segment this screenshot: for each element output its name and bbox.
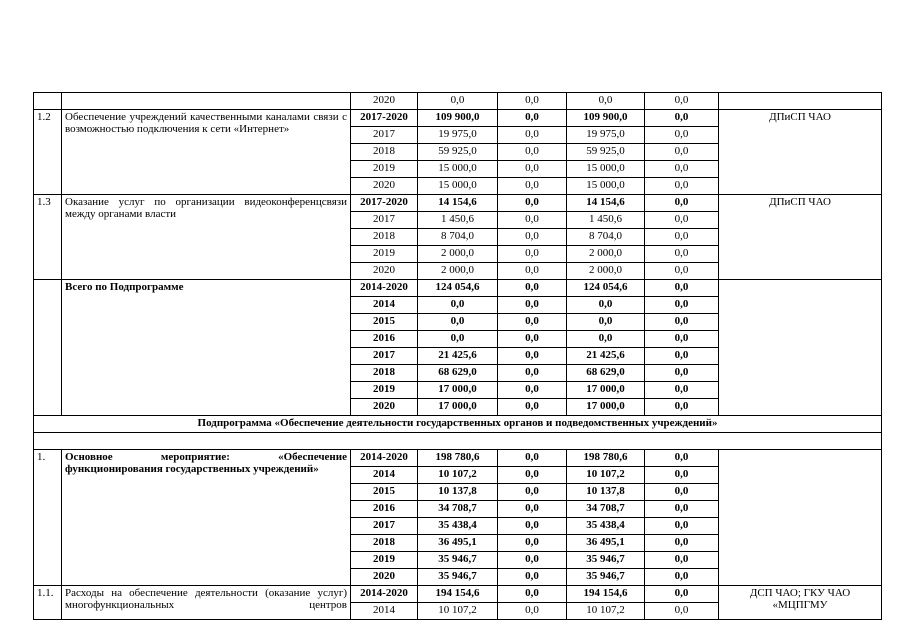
value-cell: 34 708,7: [567, 501, 645, 518]
value-cell: 0,0: [498, 484, 567, 501]
value-cell: 21 425,6: [418, 348, 498, 365]
value-cell: 36 495,1: [567, 535, 645, 552]
year-cell: 2015: [351, 314, 418, 331]
table-row: [34, 110, 882, 127]
value-cell: 0,0: [498, 297, 567, 314]
value-cell: 124 054,6: [418, 280, 498, 297]
value-cell: 34 708,7: [418, 501, 498, 518]
value-cell: 198 780,6: [418, 450, 498, 467]
value-cell: 0,0: [645, 246, 719, 263]
value-cell: 21 425,6: [567, 348, 645, 365]
item-number: [34, 280, 62, 416]
table-row: [34, 416, 882, 433]
value-cell: 35 438,4: [567, 518, 645, 535]
value-cell: 0,0: [645, 569, 719, 586]
table-body: [34, 93, 882, 620]
value-cell: 0,0: [567, 331, 645, 348]
year-cell: 2019: [351, 246, 418, 263]
year-cell: 2020: [351, 263, 418, 280]
value-cell: 0,0: [498, 178, 567, 195]
year-cell: 2020: [351, 569, 418, 586]
value-cell: 0,0: [498, 569, 567, 586]
value-cell: 0,0: [498, 127, 567, 144]
value-cell: 59 925,0: [418, 144, 498, 161]
value-cell: 10 137,8: [567, 484, 645, 501]
year-cell: 2016: [351, 501, 418, 518]
value-cell: 14 154,6: [418, 195, 498, 212]
value-cell: 10 107,2: [418, 603, 498, 620]
value-cell: 0,0: [498, 552, 567, 569]
value-cell: 0,0: [498, 263, 567, 280]
value-cell: 0,0: [498, 382, 567, 399]
value-cell: 10 107,2: [567, 603, 645, 620]
value-cell: 0,0: [498, 93, 567, 110]
item-description: Основное мероприятие: «Обеспечение функционирования государственных учреждений»: [62, 450, 351, 586]
value-cell: 0,0: [498, 314, 567, 331]
value-cell: 35 438,4: [418, 518, 498, 535]
spacer-row: [34, 433, 882, 450]
value-cell: 0,0: [645, 161, 719, 178]
value-cell: 0,0: [645, 280, 719, 297]
year-cell: 2014-2020: [351, 280, 418, 297]
year-cell: 2020: [351, 93, 418, 110]
value-cell: 0,0: [498, 161, 567, 178]
value-cell: 124 054,6: [567, 280, 645, 297]
value-cell: 0,0: [567, 297, 645, 314]
value-cell: 36 495,1: [418, 535, 498, 552]
value-cell: 1 450,6: [567, 212, 645, 229]
value-cell: 0,0: [645, 348, 719, 365]
item-description: Расходы на обеспечение деятельности (оказание услуг) многофункциональных центров: [62, 586, 351, 620]
value-cell: 0,0: [645, 450, 719, 467]
value-cell: 15 000,0: [567, 178, 645, 195]
table-row: [34, 586, 882, 603]
responsible-cell: [719, 280, 882, 416]
value-cell: 0,0: [567, 314, 645, 331]
value-cell: 0,0: [418, 314, 498, 331]
value-cell: 2 000,0: [418, 246, 498, 263]
value-cell: 0,0: [418, 93, 498, 110]
item-number: 1.: [34, 450, 62, 586]
value-cell: 0,0: [645, 586, 719, 603]
num-cell: [34, 93, 62, 110]
value-cell: 0,0: [645, 212, 719, 229]
year-cell: 2014-2020: [351, 586, 418, 603]
subprogram-title: Подпрограмма «Обеспечение деятельности государственных органов и подведомственных учреждений»: [34, 416, 882, 433]
value-cell: 15 000,0: [567, 161, 645, 178]
year-cell: 2020: [351, 399, 418, 416]
value-cell: 109 900,0: [418, 110, 498, 127]
value-cell: 19 975,0: [567, 127, 645, 144]
desc-cell: [62, 93, 351, 110]
value-cell: 0,0: [498, 603, 567, 620]
value-cell: 0,0: [498, 467, 567, 484]
value-cell: 0,0: [645, 382, 719, 399]
value-cell: 0,0: [498, 246, 567, 263]
value-cell: 14 154,6: [567, 195, 645, 212]
year-cell: 2017-2020: [351, 110, 418, 127]
value-cell: 0,0: [645, 297, 719, 314]
value-cell: 0,0: [645, 552, 719, 569]
year-cell: 2014: [351, 297, 418, 314]
responsible-cell: ДСП ЧАО; ГКУ ЧАО «МЦПГМУ: [719, 586, 882, 620]
value-cell: 15 000,0: [418, 161, 498, 178]
budget-table: [33, 92, 882, 620]
value-cell: 0,0: [498, 110, 567, 127]
value-cell: 0,0: [645, 399, 719, 416]
resp-cell: [719, 93, 882, 110]
value-cell: 15 000,0: [418, 178, 498, 195]
value-cell: 0,0: [498, 348, 567, 365]
value-cell: 0,0: [645, 195, 719, 212]
value-cell: 0,0: [645, 331, 719, 348]
year-cell: 2018: [351, 535, 418, 552]
value-cell: 0,0: [498, 212, 567, 229]
value-cell: 0,0: [498, 535, 567, 552]
value-cell: 68 629,0: [418, 365, 498, 382]
value-cell: 17 000,0: [567, 399, 645, 416]
value-cell: 0,0: [567, 93, 645, 110]
table-row: [34, 280, 882, 297]
value-cell: 0,0: [498, 586, 567, 603]
year-cell: 2014: [351, 603, 418, 620]
value-cell: 0,0: [645, 178, 719, 195]
value-cell: 0,0: [645, 127, 719, 144]
value-cell: 109 900,0: [567, 110, 645, 127]
value-cell: 0,0: [498, 399, 567, 416]
value-cell: 0,0: [418, 297, 498, 314]
value-cell: 0,0: [498, 229, 567, 246]
year-cell: 2018: [351, 365, 418, 382]
year-cell: 2018: [351, 229, 418, 246]
value-cell: 0,0: [498, 331, 567, 348]
value-cell: 0,0: [645, 467, 719, 484]
item-number: 1.2: [34, 110, 62, 195]
value-cell: 0,0: [645, 263, 719, 280]
value-cell: 10 107,2: [418, 467, 498, 484]
value-cell: 0,0: [498, 195, 567, 212]
value-cell: 2 000,0: [567, 246, 645, 263]
item-description: Всего по Подпрограмме: [62, 280, 351, 416]
responsible-cell: [719, 450, 882, 586]
value-cell: 0,0: [645, 314, 719, 331]
value-cell: 35 946,7: [418, 569, 498, 586]
table-row: [34, 93, 882, 110]
year-cell: 2017: [351, 127, 418, 144]
value-cell: 0,0: [645, 144, 719, 161]
value-cell: 35 946,7: [418, 552, 498, 569]
responsible-cell: ДПиСП ЧАО: [719, 195, 882, 280]
value-cell: 0,0: [498, 450, 567, 467]
value-cell: 194 154,6: [418, 586, 498, 603]
value-cell: 0,0: [498, 518, 567, 535]
value-cell: 59 925,0: [567, 144, 645, 161]
value-cell: 2 000,0: [418, 263, 498, 280]
value-cell: 0,0: [645, 110, 719, 127]
year-cell: 2018: [351, 144, 418, 161]
table-row: [34, 450, 882, 467]
value-cell: 19 975,0: [418, 127, 498, 144]
value-cell: 0,0: [645, 603, 719, 620]
value-cell: 8 704,0: [418, 229, 498, 246]
year-cell: 2017: [351, 348, 418, 365]
year-cell: 2019: [351, 161, 418, 178]
value-cell: 2 000,0: [567, 263, 645, 280]
responsible-cell: ДПиСП ЧАО: [719, 110, 882, 195]
year-cell: 2014-2020: [351, 450, 418, 467]
item-number: 1.3: [34, 195, 62, 280]
year-cell: 2017-2020: [351, 195, 418, 212]
value-cell: 198 780,6: [567, 450, 645, 467]
value-cell: 0,0: [498, 365, 567, 382]
value-cell: 0,0: [498, 501, 567, 518]
value-cell: 0,0: [418, 331, 498, 348]
value-cell: 0,0: [645, 365, 719, 382]
value-cell: 0,0: [498, 144, 567, 161]
year-cell: 2014: [351, 467, 418, 484]
value-cell: 17 000,0: [567, 382, 645, 399]
year-cell: 2019: [351, 382, 418, 399]
value-cell: 0,0: [645, 229, 719, 246]
value-cell: 8 704,0: [567, 229, 645, 246]
value-cell: 0,0: [645, 484, 719, 501]
value-cell: 194 154,6: [567, 586, 645, 603]
value-cell: 68 629,0: [567, 365, 645, 382]
year-cell: 2015: [351, 484, 418, 501]
value-cell: 1 450,6: [418, 212, 498, 229]
value-cell: 0,0: [498, 280, 567, 297]
year-cell: 2016: [351, 331, 418, 348]
value-cell: 0,0: [645, 93, 719, 110]
value-cell: 35 946,7: [567, 552, 645, 569]
table-row: [34, 433, 882, 450]
value-cell: 0,0: [645, 518, 719, 535]
value-cell: 0,0: [645, 501, 719, 518]
value-cell: 35 946,7: [567, 569, 645, 586]
value-cell: 17 000,0: [418, 382, 498, 399]
table-row: [34, 195, 882, 212]
value-cell: 17 000,0: [418, 399, 498, 416]
item-description: Обеспечение учреждений качественными каналами связи с возможностью подключения к сети «Интернет»: [62, 110, 351, 195]
year-cell: 2019: [351, 552, 418, 569]
item-description: Оказание услуг по организации видеоконференцсвязи между органами власти: [62, 195, 351, 280]
year-cell: 2017: [351, 212, 418, 229]
item-number: 1.1.: [34, 586, 62, 620]
year-cell: 2020: [351, 178, 418, 195]
value-cell: 10 137,8: [418, 484, 498, 501]
value-cell: 0,0: [645, 535, 719, 552]
value-cell: 10 107,2: [567, 467, 645, 484]
year-cell: 2017: [351, 518, 418, 535]
